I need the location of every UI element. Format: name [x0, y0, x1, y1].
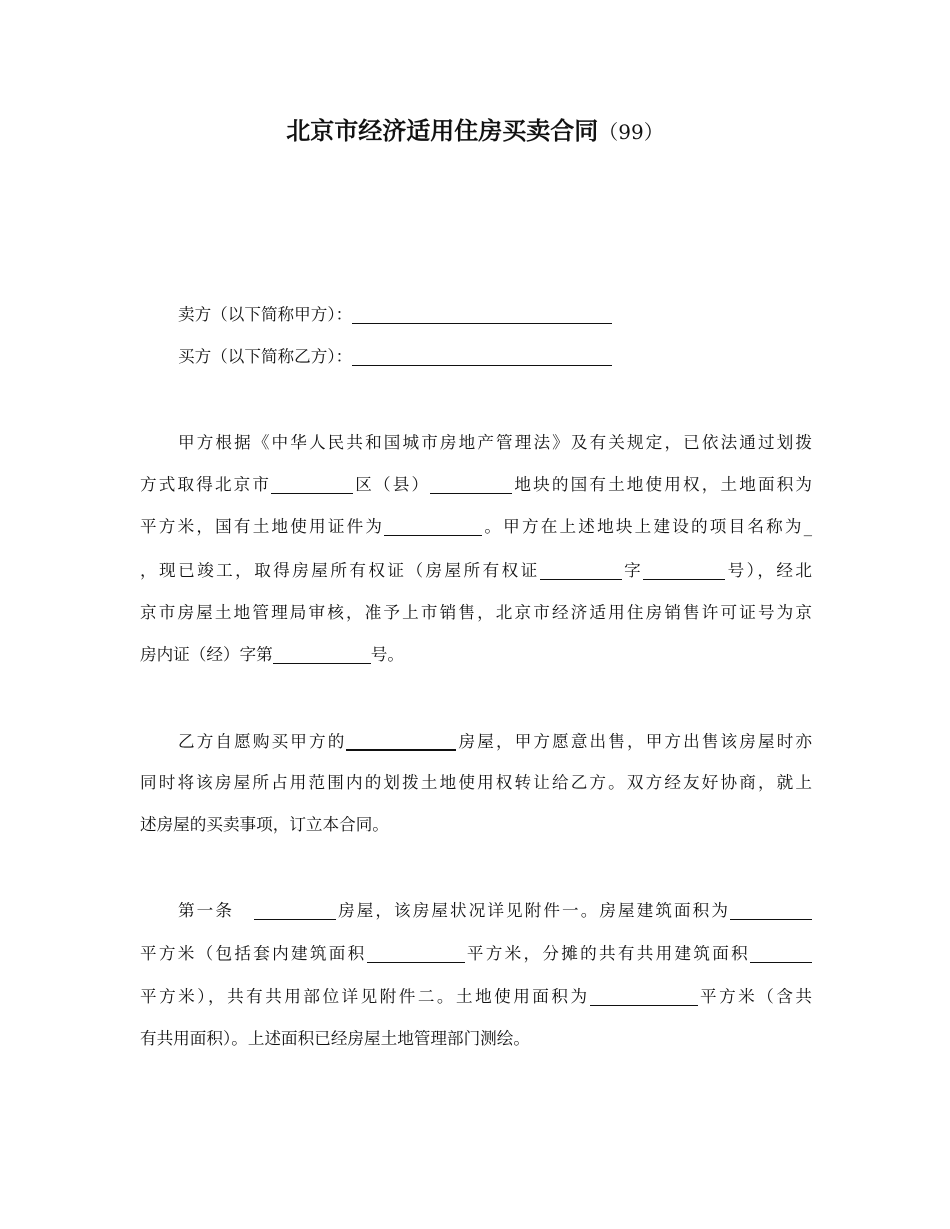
para1-text-5: 京市房屋土地管理局审核，准予上市销售，北京市经济适用住房销售许可证号为京	[140, 603, 812, 622]
para1-text-3b: 。甲方在上述地块上建设的项目名称为_	[482, 517, 813, 536]
inner-area-blank[interactable]	[367, 943, 465, 963]
article1-line3	[140, 982, 812, 1012]
para1-line4	[140, 556, 812, 586]
article1-line1	[178, 896, 812, 926]
para2-text-1a: 乙方自愿购买甲方的	[178, 732, 347, 751]
para1-line2	[140, 470, 812, 500]
district-blank[interactable]	[271, 474, 353, 494]
para1-text-4a: ，现已竣工，取得房屋所有权证（房屋所有权证	[140, 561, 540, 580]
article1-line2	[140, 939, 812, 969]
plot-blank[interactable]	[430, 474, 512, 494]
ownership-cert-char-blank[interactable]	[540, 560, 622, 580]
para1-text-2b: 区（县）	[353, 475, 431, 494]
buyer-label: 买方（以下简称乙方）：	[178, 347, 353, 366]
ownership-cert-number-blank[interactable]	[643, 560, 725, 580]
para1-text-2c: 地块的国有土地使用权，土地面积为	[512, 475, 813, 494]
para1-line3	[140, 512, 812, 542]
article1-text-2a: 平方米（包括套内建筑面积	[140, 944, 367, 963]
para1-text-3a: 平方米，国有土地使用证件为	[140, 517, 385, 536]
sale-permit-number-blank[interactable]	[273, 644, 371, 664]
buyer-name-blank[interactable]	[352, 346, 612, 366]
para1-line5	[140, 598, 812, 628]
purchased-house-blank[interactable]	[346, 730, 456, 751]
article1-text-3a: 平方米），共有共用部位详见附件二。土地使用面积为	[140, 987, 590, 1006]
para1-line6	[140, 640, 812, 670]
land-cert-blank[interactable]	[384, 516, 482, 536]
para1-text-4b: 字	[621, 561, 644, 580]
shared-area-blank[interactable]	[750, 943, 812, 963]
buyer-line	[178, 342, 812, 372]
article1-text-4: 有共用面积）。上述面积已经房屋土地管理部门测绘。	[140, 1029, 530, 1048]
article1-text-3b: 平方米（含共	[697, 987, 813, 1006]
para2-line1	[178, 726, 812, 756]
article1-line4	[140, 1024, 812, 1054]
para2-text-2: 同时将该房屋所占用范围内的划拨土地使用权转让给乙方。双方经友好协商，就上	[140, 773, 812, 792]
document-title	[0, 113, 950, 150]
seller-line	[178, 300, 812, 330]
seller-name-blank[interactable]	[352, 304, 612, 324]
para2-line2	[140, 768, 812, 798]
title-text: 北京市经济适用住房买卖合同	[286, 117, 599, 145]
para1-line1	[178, 428, 812, 458]
para1-text-6a: 房内证（经）字第	[140, 645, 273, 664]
para2-text-1b: 房屋，甲方愿意出售，甲方出售该房屋时亦	[456, 732, 813, 751]
article1-house-blank[interactable]	[254, 900, 336, 920]
para1-text-6b: 号。	[370, 645, 404, 664]
building-area-blank[interactable]	[730, 900, 812, 920]
article1-text-2b: 平方米，分摊的共有共用建筑面积	[464, 944, 751, 963]
para1-text-2a: 方式取得北京市	[140, 475, 272, 494]
para2-line3	[140, 810, 812, 840]
para1-text-4c: 号），经北	[725, 561, 813, 580]
land-use-area-blank[interactable]	[590, 986, 698, 1006]
title-suffix: （99）	[598, 120, 664, 144]
article1-text-1a: 房屋，该房屋状况详见附件一。房屋建筑面积为	[336, 901, 731, 920]
seller-label: 卖方（以下简称甲方）：	[178, 305, 353, 324]
para1-text-1: 甲方根据《中华人民共和国城市房地产管理法》及有关规定，已依法通过划拨	[178, 433, 812, 452]
para2-text-3: 述房屋的买卖事项，订立本合同。	[140, 815, 389, 834]
article1-label: 第一条	[178, 901, 234, 920]
